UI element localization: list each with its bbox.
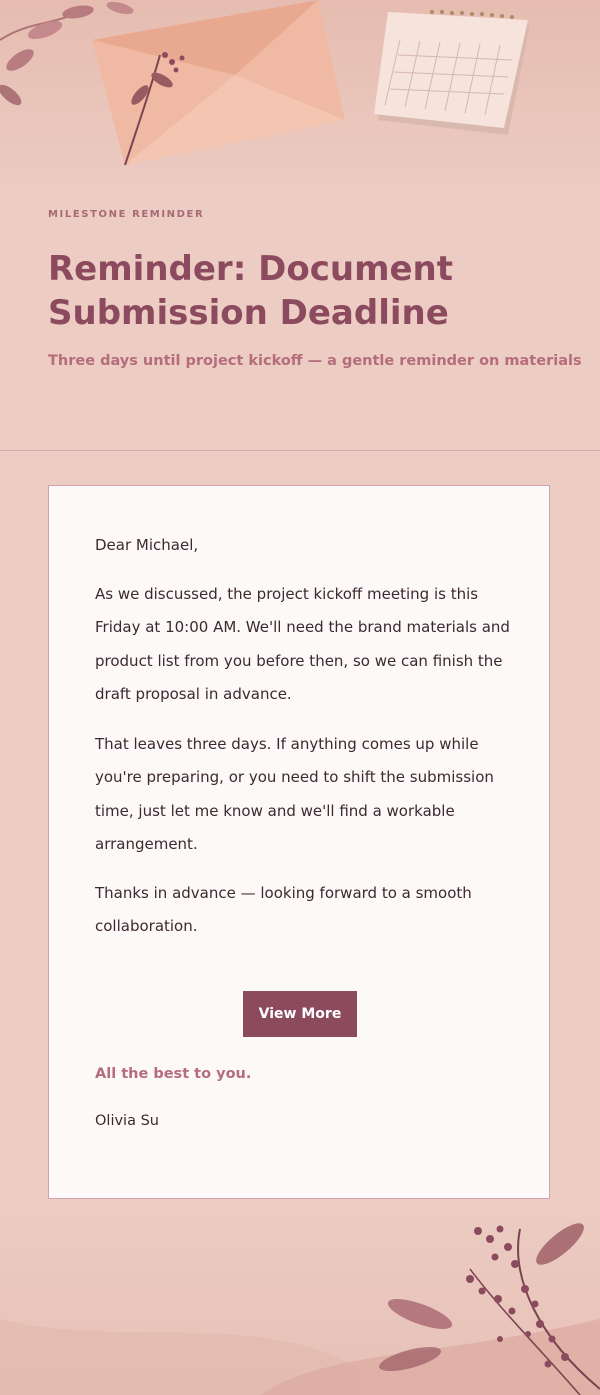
berry-branch-illustration <box>0 1199 600 1395</box>
body-paragraph: Thanks in advance — looking forward to a smooth collaboration. <box>95 884 472 936</box>
envelope-calendar-illustration <box>0 0 600 200</box>
greeting: Dear Michael, <box>95 536 199 554</box>
signature: Olivia Su <box>95 1113 159 1129</box>
page-subtitle: Three days until project kickoff — a gentle reminder on materials <box>48 353 582 369</box>
view-more-button[interactable]: View More <box>243 991 357 1037</box>
footer-illustration <box>0 1199 600 1395</box>
page-title: Reminder: Document Submission Deadline <box>48 249 454 333</box>
body-paragraph: As we discussed, the project kickoff meeting is this Friday at 10:00 AM. We'll need the brand materials and product list from you before then, so we can finish the draft proposal in advance. <box>95 585 510 704</box>
letter-card <box>48 485 550 1199</box>
envelope-shape <box>92 0 345 165</box>
body-paragraph: That leaves three days. If anything comes up while you're preparing, or you need to shift the submission time, just let me know and we'll find a workable arrangement. <box>95 735 494 854</box>
calendar-shape <box>374 10 530 135</box>
closing-line: All the best to you. <box>95 1066 252 1082</box>
header-banner <box>0 0 600 450</box>
section-divider <box>0 450 600 451</box>
eyebrow-label: MILESTONE REMINDER <box>48 209 205 220</box>
